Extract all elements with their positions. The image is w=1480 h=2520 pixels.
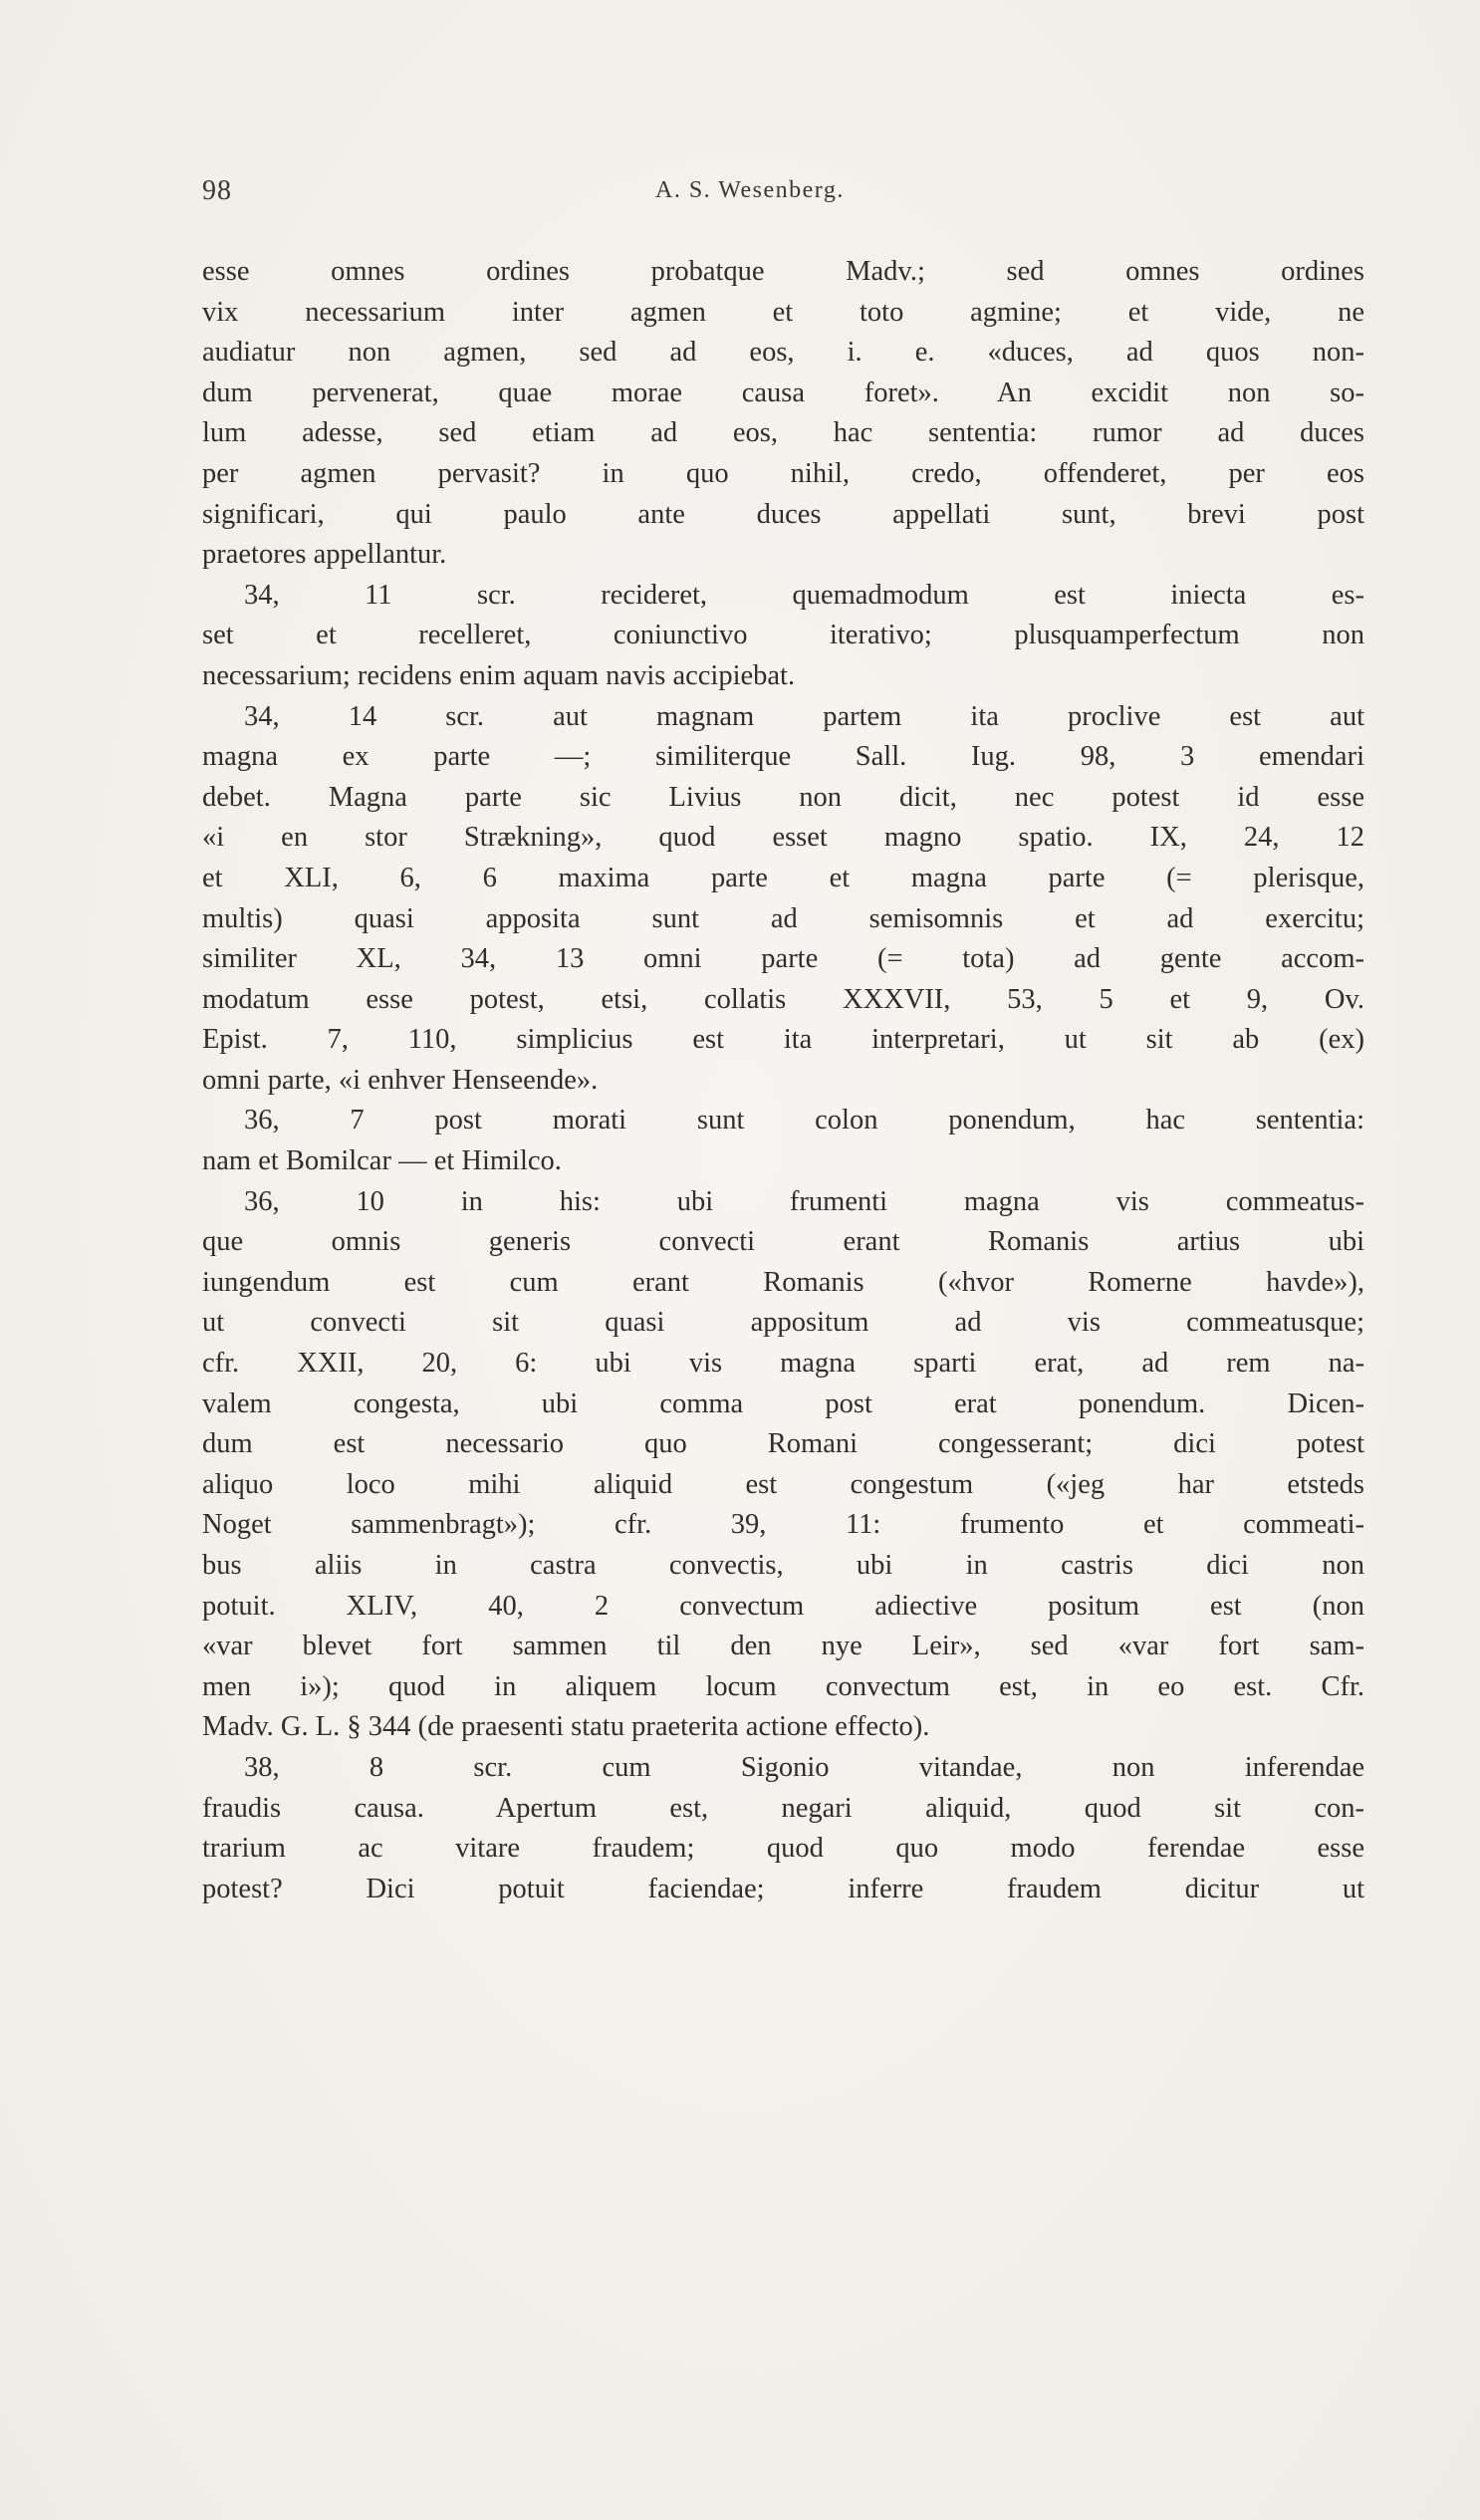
text-line: ut convecti sit quasi appositum ad vis commeatusque; <box>202 1307 1364 1339</box>
text-line: magna ex parte —; similiterque Sall. Iug. 98, 3 emendari <box>202 741 1364 773</box>
text-line: 34, 11 scr. recideret, quemadmodum est iniecta es- <box>244 579 1364 611</box>
text-line: necessarium; recidens enim aquam navis accipiebat. <box>202 659 796 691</box>
text-line: potest? Dici potuit faciendae; inferre fraudem dicitur ut <box>202 1873 1364 1904</box>
text-line: Epist. 7, 110, simplicius est ita interpretari, ut sit ab (ex) <box>202 1024 1364 1056</box>
text-line: potuit. XLIV, 40, 2 convectum adiective positum est (non <box>202 1590 1364 1622</box>
text-line: et XLI, 6, 6 maxima parte et magna parte (= plerisque, <box>202 862 1364 893</box>
text-line: omni parte, «i enhver Henseende». <box>202 1064 599 1096</box>
text-line: Madv. G. L. § 344 (de praesenti statu praeterita actione effecto). <box>202 1711 930 1743</box>
text-line: esse omnes ordines probatque Madv.; sed omnes ordines <box>202 256 1364 287</box>
text-line: men i»); quod in aliquem locum convectum est, in eo est. Cfr. <box>202 1670 1364 1702</box>
running-title: A. S. Wesenberg. <box>655 177 845 203</box>
body-text <box>202 252 1364 1909</box>
text-line: «i en stor Strækning», quod esset magno spatio. IX, 24, 12 <box>202 822 1364 854</box>
text-line: 36, 7 post morati sunt colon ponendum, hac sententia: <box>244 1105 1364 1136</box>
text-line: nam et Bomilcar — et Himilco. <box>202 1145 562 1177</box>
text-line: audiatur non agmen, sed ad eos, i. e. «duces, ad quos non- <box>202 337 1364 369</box>
text-line: lum adesse, sed etiam ad eos, hac sententia: rumor ad duces <box>202 417 1364 449</box>
text-line: cfr. XXII, 20, 6: ubi vis magna sparti erat, ad rem na- <box>202 1348 1364 1380</box>
text-line: dum est necessario quo Romani congesserant; dici potest <box>202 1428 1364 1460</box>
text-line: 36, 10 in his: ubi frumenti magna vis commeatus- <box>244 1185 1364 1217</box>
text-line: significari, qui paulo ante duces appellati sunt, brevi post <box>202 498 1364 530</box>
text-line: multis) quasi apposita sunt ad semisomnis et ad exercitu; <box>202 902 1364 934</box>
text-line: que omnis generis convecti erant Romanis artius ubi <box>202 1226 1364 1258</box>
text-line: praetores appellantur. <box>202 539 447 571</box>
text-line: fraudis causa. Apertum est, negari aliquid, quod sit con- <box>202 1792 1364 1824</box>
text-line: debet. Magna parte sic Livius non dicit, nec potest id esse <box>202 781 1364 813</box>
text-line: set et recelleret, coniunctivo iterativo; plusquamperfectum non <box>202 620 1364 651</box>
text-line: trarium ac vitare fraudem; quod quo modo ferendae esse <box>202 1833 1364 1865</box>
text-line: bus aliis in castra convectis, ubi in castris dici non <box>202 1550 1364 1581</box>
text-line: similiter XL, 34, 13 omni parte (= tota) ad gente accom- <box>202 943 1364 975</box>
text-line: aliquo loco mihi aliquid est congestum («jeg har etsteds <box>202 1468 1364 1500</box>
text-line: Noget sammenbragt»); cfr. 39, 11: frumento et commeati- <box>202 1509 1364 1541</box>
text-line: modatum esse potest, etsi, collatis XXXVII, 53, 5 et 9, Ov. <box>202 983 1364 1015</box>
page-number: 98 <box>202 175 232 206</box>
text-line: vix necessarium inter agmen et toto agmine; et vide, ne <box>202 296 1364 328</box>
text-line: per agmen pervasit? in quo nihil, credo, offenderet, per eos <box>202 457 1364 489</box>
text-line: dum pervenerat, quae morae causa foret». An excidit non so- <box>202 377 1364 408</box>
page-header <box>202 175 1348 215</box>
text-line: 34, 14 scr. aut magnam partem ita proclive est aut <box>244 700 1364 732</box>
text-line: valem congesta, ubi comma post erat ponendum. Dicen- <box>202 1387 1364 1419</box>
text-line: 38, 8 scr. cum Sigonio vitandae, non inferendae <box>244 1751 1364 1783</box>
text-line: «var blevet fort sammen til den nye Leir», sed «var fort sam- <box>202 1631 1364 1662</box>
text-line: iungendum est cum erant Romanis («hvor Romerne havde»), <box>202 1266 1364 1298</box>
